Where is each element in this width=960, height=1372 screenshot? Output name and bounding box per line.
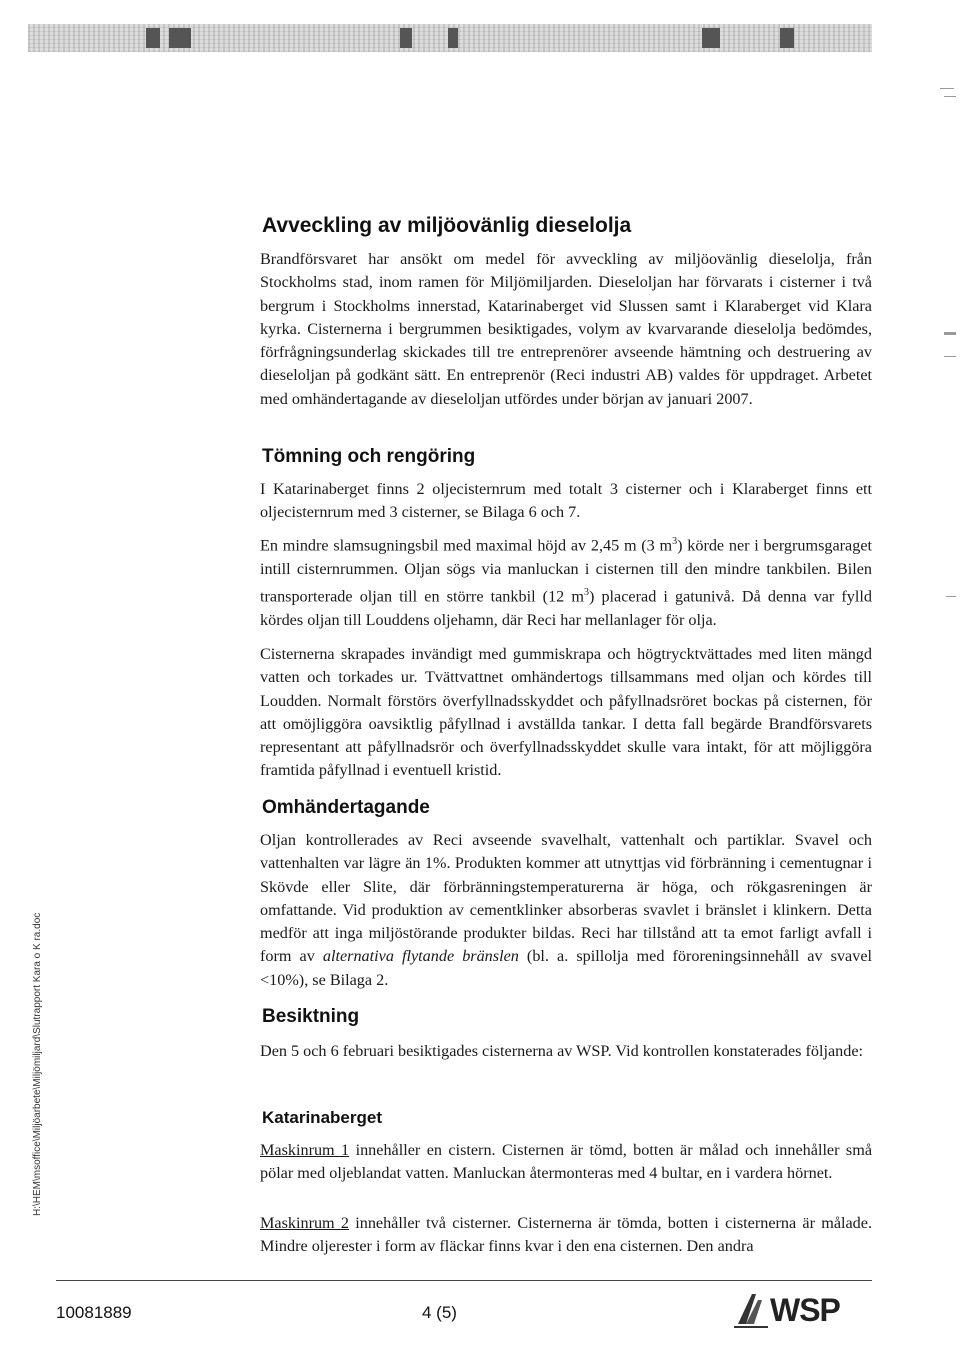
page-number: 4 (5) xyxy=(422,1303,457,1322)
wsp-logo-text: WSP xyxy=(770,1292,840,1328)
scan-mark xyxy=(146,28,160,48)
superscript: 3 xyxy=(583,586,589,598)
scan-header-band xyxy=(28,24,872,52)
section-heading-avveckling: Avveckling av miljöovänlig dieselolja xyxy=(262,214,632,237)
wsp-logo-icon xyxy=(732,1290,772,1330)
paragraph-tomning-3: Cisternerna skrapades invändigt med gummiskrapa och högtrycktvättades med liten mängd vatten och torkades ur. Tvättvattnet omhändertogs tillsammans med oljan och kördes till Loudden. Normalt förstörs överfyllnadsskyddet och påfyllnadsröret bockas på cisternen, för att omöjliggöra oavsiktlig påfyllnad i avställda tankar. I detta fall begärde Brandförsvarets representant att påfyllnadsrör och överfyllnadsskyddet skulle vara intakt, för att möjliggöra framtida påfyllnad i eventuell kristid. xyxy=(260,645,872,780)
italic-term: alternativa flytande bränslen xyxy=(322,947,519,966)
text-run: ) körde ner i bergrumsgaraget intill cisternrummen. Oljan sögs via manluckan i cisternen till den mindre tankbilen. Bilen transporterade oljan till en större tankbil (12 m xyxy=(260,536,873,606)
text-run: ) placerad i gatunivå. Då denna var fylld kördes oljan till Louddens oljehamn, där Reci har mellanlager för olja. xyxy=(260,587,872,629)
text-run: En mindre slamsugningsbil med maximal höjd av 2,45 m (3 m xyxy=(260,536,673,555)
text-run: (bl. a. spillolja med föroreningsinnehåll av svavel <10%), se Bilaga 2. xyxy=(260,947,873,989)
scan-mark xyxy=(169,28,191,48)
section-heading-tomning: Tömning och rengöring xyxy=(262,446,476,467)
paragraph-tomning-1: I Katarinaberget finns 2 oljecisternrum med totalt 3 cisterner och i Klaraberget finns ett oljecisternrum med 3 cisterner, se Bilaga 6 och 7. xyxy=(260,480,872,522)
subheading-katarinaberget: Katarinaberget xyxy=(262,1108,382,1127)
maskinrum-label: Maskinrum 2 xyxy=(260,1214,349,1232)
wsp-logo xyxy=(732,1290,872,1330)
text-run: Oljan kontrollerades av Reci avseende svavelhalt, vattenhalt och partiklar. Svavel och vattenhalten var lägre än 1%. Produkten kommer att utnyttjas vid förbränning i cementugnar i Skövde eller Slite, där förbränningstemperaturerna är höga, och rökgasreningen är omfattande. Vid produktion av cementklinker absorberas svavlet i bränslet i klinkern. Detta medför att inga miljöstörande produkter bildas. Reci har tillstånd att ta emot farligt avfall i form av xyxy=(260,831,872,966)
edge-artifact xyxy=(944,96,956,97)
edge-artifact xyxy=(944,356,956,357)
margin-file-path: H:\HEM\msoffice\Miljöarbete\Miljömiljard\Slutrapport Kara o K ra.doc xyxy=(32,912,43,1216)
scan-mark xyxy=(448,28,458,48)
document-number: 10081889 xyxy=(56,1303,132,1322)
edge-artifact xyxy=(944,332,956,335)
section-heading-besiktning: Besiktning xyxy=(262,1006,360,1027)
paragraph-maskinrum-1 xyxy=(260,1139,872,1186)
paragraph-tomning-2 xyxy=(260,530,872,632)
text-run: innehåller en cistern. Cisternen är tömd, botten är målad och innehåller små pölar med oljeblandat vatten. Manluckan återmonteras med 4 bultar, en i vardera hörnet. xyxy=(260,1141,873,1183)
edge-artifact xyxy=(946,596,956,597)
paragraph-avveckling: Brandförsvaret har ansökt om medel för avveckling av miljöovänlig dieselolja, från Stockholms stad, inom ramen för Miljömiljarden. Dieseloljan har förvarats i cisterner i två bergrum i Stockholms innerstad, Katarinaberget vid Slussen samt i Klaraberget vid Klara kyrka. Cisternerna i bergrummen besiktigades, volym av kvarvarande dieselolja bedömdes, förfrågningsunderlag skickades till tre entreprenörer avseende hämtning och destruering av dieseloljan på godkänt sätt. En entreprenör (Reci industri AB) valdes för uppdraget. Arbetet med omhändertagande av dieseloljan utfördes under början av januari 2007. xyxy=(260,250,872,408)
paragraph-omhandertagande xyxy=(260,829,872,992)
scan-mark xyxy=(702,28,720,48)
text-run: innehåller två cisterner. Cisternerna är tömda, botten i cisternerna är målade. Mindre oljerester i form av fläckar finns kvar i den ena cisternen. Den andra xyxy=(260,1214,873,1256)
footer-rule xyxy=(56,1280,872,1281)
section-heading-omhandertagande: Omhändertagande xyxy=(262,797,430,818)
maskinrum-label: Maskinrum 1 xyxy=(260,1141,350,1159)
scan-mark xyxy=(400,28,412,48)
paragraph-maskinrum-2 xyxy=(260,1212,872,1259)
edge-artifact xyxy=(940,88,954,89)
paragraph-besiktning: Den 5 och 6 februari besiktigades cisternerna av WSP. Vid kontrollen konstaterades följande: xyxy=(260,1042,864,1060)
superscript: 3 xyxy=(672,536,678,547)
scan-mark xyxy=(780,28,794,48)
